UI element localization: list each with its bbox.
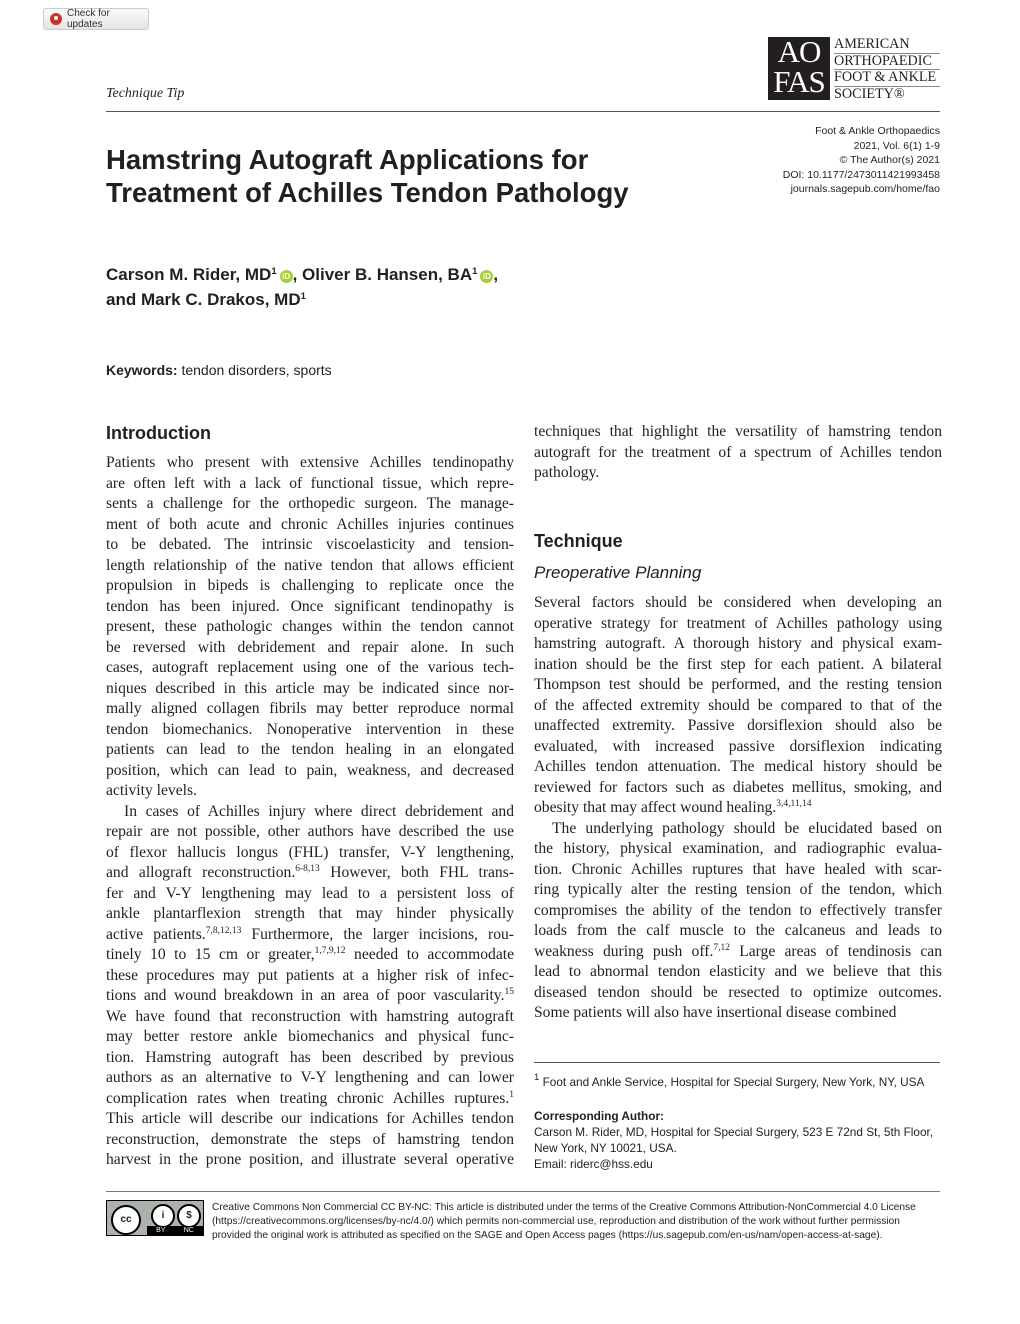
introduction-heading: Introduction: [106, 423, 211, 443]
text-line: [106, 925, 514, 946]
text-line: [106, 740, 514, 761]
line-text: reconstruction, demonstrate the steps of hamstring tendon: [106, 1130, 514, 1148]
text-line: [106, 802, 514, 823]
text-line: [106, 658, 514, 679]
line-text: autograft for the treatment of a spectrum of Achilles tendon: [534, 443, 942, 461]
text-line: [534, 819, 942, 840]
text-line: [534, 716, 942, 737]
affiliation-footnote: [534, 1074, 940, 1090]
line-text: mally aligned collagen fibrils may better reproduce normal: [106, 700, 514, 717]
text-line: [534, 962, 942, 983]
line-text: authors as an alternative to V-Y lengthening and can lower: [106, 1069, 514, 1086]
text-line: [106, 843, 514, 864]
nc-label: NC: [183, 1227, 194, 1234]
line-text: obesity that may affect wound healing.: [534, 799, 777, 816]
line-text: of the affected extremity should be compared to that of the: [534, 696, 942, 714]
affiliation-marker: 1: [300, 291, 306, 302]
line-text: active patients.: [106, 925, 206, 943]
line-text: these procedures may put patients at a higher risk of infec-: [106, 966, 514, 984]
line-text: compromises the ability of the tendon to effectively transfer: [534, 901, 942, 919]
text-line: [106, 884, 514, 905]
journal-url[interactable]: journals.sagepub.com/home/fao: [790, 183, 940, 195]
citation-ref[interactable]: 7,12: [713, 942, 730, 953]
text-line: [106, 699, 514, 720]
line-text: present, these pathologic changes within the tendon cannot: [106, 618, 514, 635]
text-line: [106, 494, 514, 515]
text-line: [106, 597, 514, 618]
text-line: [106, 1068, 514, 1089]
corresponding-author: [534, 1108, 940, 1172]
attribution-icon: i: [151, 1204, 175, 1228]
keywords: [106, 362, 332, 378]
line-text: weakness during push off.: [534, 942, 714, 960]
orcid-icon[interactable]: iD: [480, 270, 493, 283]
section-label: Technique Tip: [106, 86, 185, 101]
line-text: niques described in this article may be indicated since nor-: [106, 679, 514, 697]
text-line: [106, 535, 514, 556]
line-text: length relationship of the native tendon that allows efficient: [106, 556, 514, 574]
text-line: [106, 1150, 514, 1171]
text-line: [534, 655, 942, 676]
text-line: [106, 945, 514, 966]
crossmark-icon: [50, 13, 62, 25]
line-text: tion. Hamstring autograft has been described by previous: [106, 1048, 514, 1066]
line-text: complication rates when treating chronic Achilles ruptures.: [106, 1089, 510, 1107]
text-line: [534, 737, 942, 758]
line-text: However, both FHL trans-: [319, 864, 514, 881]
separator: ,: [493, 265, 499, 284]
line-text: tendon has been injured. Once significant tendinopathy is: [106, 597, 514, 615]
text-line: [106, 904, 514, 925]
text-line: [106, 761, 514, 782]
line-text: tinely 10 to 15 cm or greater,: [106, 946, 315, 963]
noncommercial-icon: $: [177, 1204, 201, 1228]
line-text: ment of both acute and chronic Achilles injuries continues: [106, 515, 514, 533]
aofas-logo-text: [834, 37, 940, 102]
license-text: Creative Commons Non Commercial CC BY-NC: This article is distributed under the terms of the Creative Commons Attribution-NonCommercial 4.0 License (https://creativecommons.org/licenses/by-nc/4.0/) which permits non-commercial use, reproduction and distribution of the work without further permission provided the original work is attributed as specified on the SAGE and Open Access pages (https://us.sagepub.com/en-us/nam/open-access-at-sage).: [212, 1202, 916, 1241]
technique-body: [534, 593, 942, 1024]
corresponding-email[interactable]: Email: riderc@hss.edu: [534, 1157, 653, 1171]
affiliation-marker: 1: [271, 266, 277, 277]
text-line: [534, 921, 942, 942]
line-text: lead to abnormal tendon elasticity and we believe that this: [534, 963, 942, 980]
text-line: [534, 798, 942, 819]
line-text: pathology.: [534, 464, 600, 481]
line-text: position, which can lead to pain, weakness, and decreased: [106, 761, 514, 779]
affiliation-text: Foot and Ankle Service, Hospital for Special Surgery, New York, NY, USA: [539, 1075, 925, 1089]
license-divider: [106, 1191, 940, 1192]
citation-ref[interactable]: 15: [504, 987, 514, 997]
text-line: [534, 443, 942, 464]
logo-line: AMERICAN: [834, 37, 940, 54]
text-line: [534, 634, 942, 655]
line-text: repair are not possible, other authors have described the use: [106, 823, 514, 840]
text-line: [106, 986, 514, 1007]
line-text: may better restore ankle biomechanics and physical func-: [106, 1028, 514, 1045]
line-text: The underlying pathology should be elucidated based on: [552, 819, 942, 837]
line-text: Large areas of tendinosis can: [729, 942, 942, 960]
check-for-updates-label: Check for updates: [66, 8, 110, 30]
line-text: sents a challenge for the orthopedic surgeon. The manage-: [106, 495, 514, 512]
line-text: ring typically alter the resting tension of the tendon, which: [534, 881, 942, 898]
text-line: [106, 474, 514, 495]
logo-line: ORTHOPAEDIC: [834, 54, 940, 71]
text-line: [106, 453, 514, 474]
aofas-logo-mark: [768, 34, 830, 100]
logo-fas: FAS: [773, 64, 825, 99]
continuation-body: [534, 422, 942, 484]
introduction-body: [106, 453, 514, 1171]
citation-ref[interactable]: 1: [509, 1089, 514, 1100]
text-line: [534, 593, 942, 614]
text-line: [534, 778, 942, 799]
line-text: Some patients will also have insertional disease combined: [534, 1004, 897, 1021]
text-line: [534, 942, 942, 963]
text-line: [106, 556, 514, 577]
author-name: Carson M. Rider, MD: [106, 265, 272, 284]
line-text: harvest in the prone position, and illustrate several operative: [106, 1151, 514, 1168]
text-line: [106, 966, 514, 987]
text-line: [106, 679, 514, 700]
line-text: patients can lead to the tendon healing in an elongated: [106, 741, 514, 758]
line-text: loads from the calf muscle to the calcaneus and leads to: [534, 922, 942, 939]
text-line: [534, 422, 942, 443]
text-line: [534, 1003, 942, 1024]
text-line: [106, 720, 514, 741]
header-divider: [106, 111, 940, 112]
line-text: This article will describe our indications for Achilles tendon: [106, 1110, 514, 1127]
line-text: techniques that highlight the versatility of hamstring tendon: [534, 423, 942, 440]
line-text: activity levels.: [106, 782, 197, 799]
line-text: reviewed for factors such as diabetes mellitus, smoking, and: [534, 778, 942, 796]
text-line: [106, 822, 514, 843]
journal-name: Foot & Ankle Orthopaedics: [815, 125, 940, 137]
keywords-value: tendon disorders, sports: [177, 362, 332, 378]
text-line: [534, 614, 942, 635]
logo-line: FOOT & ANKLE: [834, 70, 940, 87]
line-text: and allograft reconstruction.: [106, 864, 296, 881]
corresponding-address: Carson M. Rider, MD, Hospital for Special Surgery, 523 E 72nd St, 5th Floor,: [534, 1125, 934, 1139]
line-text: ination should be the first step for each patient. A bilateral: [534, 655, 942, 673]
citation-ref[interactable]: 7,8,12,13: [205, 925, 242, 936]
journal-volume: 2021, Vol. 6(1) 1-9: [853, 139, 940, 152]
line-text: Several factors should be considered when developing an: [534, 594, 942, 611]
line-text: unaffected extremity. Passive dorsiflexion should also be: [534, 717, 942, 734]
text-line: [106, 863, 514, 884]
text-line: [534, 757, 942, 778]
title-line: Treatment of Achilles Tendon Pathology: [106, 177, 629, 208]
text-line: [534, 860, 942, 881]
check-for-updates-badge[interactable]: [43, 8, 149, 30]
line-text: tions and wound breakdown in an area of poor vascularity.: [106, 987, 505, 1004]
orcid-icon[interactable]: iD: [280, 270, 293, 283]
article-title: [106, 143, 629, 209]
logo-line: SOCIETY®: [834, 85, 905, 102]
author-name: , Oliver B. Hansen, BA: [292, 265, 473, 284]
line-text: to be debated. The intrinsic viscoelasticity and tension-: [106, 536, 514, 553]
line-text: evaluated, with increased passive dorsiflexion indicating: [534, 737, 942, 755]
text-line: [534, 839, 942, 860]
text-line: [106, 1109, 514, 1130]
line-text: We have found that reconstruction with hamstring autograft: [106, 1007, 514, 1025]
footnote-divider: [534, 1062, 940, 1063]
line-text: ankle plantarflexion strength that may hinder physically: [106, 905, 514, 922]
line-text: In cases of Achilles injury where direct debridement and: [124, 802, 514, 820]
preoperative-planning-subheading: Preoperative Planning: [534, 563, 702, 582]
text-line: [534, 901, 942, 922]
cc-by-nc-icon: [106, 1200, 204, 1236]
text-line: [106, 576, 514, 597]
author-name: and Mark C. Drakos, MD: [106, 290, 301, 309]
line-text: of flexor hallucis longus (FHL) transfer, V-Y lengthening,: [106, 843, 514, 861]
by-label: BY: [156, 1227, 166, 1234]
citation-ref[interactable]: 1,7,9,12: [314, 946, 346, 956]
line-text: fer and V-Y lengthening may lead to a persistent loss of: [106, 884, 514, 902]
text-line: [106, 1089, 514, 1110]
line-text: cases, autograft replacement using one of the various tech-: [106, 659, 514, 676]
author-list: [106, 262, 498, 312]
corresponding-label: Corresponding Author:: [534, 1109, 664, 1123]
line-text: the history, physical examination, and radiographic evalua-: [534, 840, 942, 857]
text-line: [106, 1007, 514, 1028]
affiliation-marker: 1: [534, 1072, 540, 1083]
citation-ref[interactable]: 3,4,11,14: [776, 799, 812, 809]
cc-icon: cc: [111, 1205, 141, 1235]
line-text: operative strategy for treatment of Achilles pathology using: [534, 614, 942, 632]
text-line: [534, 696, 942, 717]
doi[interactable]: DOI: 10.1177/2473011421993458: [782, 168, 940, 181]
technique-heading: Technique: [534, 531, 623, 551]
line-text: hamstring autograft. A thorough history and physical exam-: [534, 635, 942, 652]
text-line: [106, 781, 514, 802]
line-text: Achilles tendon attenuation. The medical history should be: [534, 758, 942, 775]
text-line: [106, 1027, 514, 1048]
text-line: [534, 463, 942, 484]
text-line: [106, 1048, 514, 1069]
keywords-label: Keywords:: [106, 362, 178, 378]
line-text: tion. Chronic Achilles ruptures that have healed with scar-: [534, 860, 942, 878]
logo-ao: AO: [777, 34, 821, 69]
line-text: Patients who present with extensive Achilles tendinopathy: [106, 454, 514, 471]
text-line: [106, 617, 514, 638]
text-line: [534, 983, 942, 1004]
line-text: Furthermore, the larger incisions, rou-: [241, 925, 514, 943]
text-line: [106, 638, 514, 659]
copyright: © The Author(s) 2021: [839, 154, 940, 166]
text-line: [534, 675, 942, 696]
line-text: diseased tendon should be resected to optimize outcomes.: [534, 983, 942, 1001]
affiliation-marker: 1: [472, 266, 478, 277]
line-text: tendon biomechanics. Nonoperative intervention in these: [106, 720, 514, 738]
line-text: needed to accommodate: [345, 946, 514, 963]
text-line: [106, 515, 514, 536]
title-line: Hamstring Autograft Applications for: [106, 144, 589, 175]
text-line: [534, 880, 942, 901]
line-text: be reversed with debridement and repair alone. In such: [106, 638, 514, 656]
line-text: Thompson test should be performed, and the resting tension: [534, 676, 942, 693]
line-text: are often left with a lack of functional tissue, which repre-: [106, 474, 514, 492]
journal-meta: [783, 124, 940, 197]
citation-ref[interactable]: 6-8,13: [295, 864, 320, 874]
line-text: propulsion in bipeds is challenging to replicate once the: [106, 577, 514, 594]
corresponding-address: New York, NY 10021, USA.: [534, 1141, 677, 1155]
text-line: [106, 1130, 514, 1151]
